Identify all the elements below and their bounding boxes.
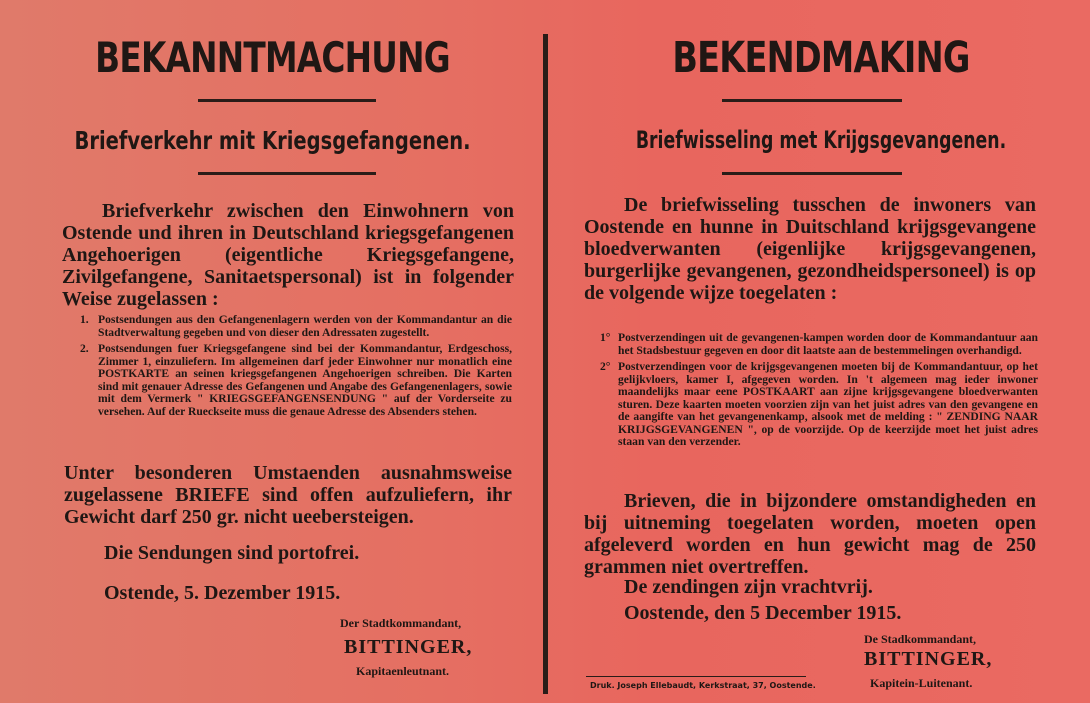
german-special-text: Unter besonderen Umstaenden ausnahmsweise zugelassene BRIEFE sind offen aufzuliefern, ihr Gewicht darf 250 gr. nicht ueebersteigen. — [64, 462, 512, 528]
list-item — [80, 314, 512, 339]
list-item — [600, 361, 1038, 449]
list-item — [80, 343, 512, 418]
list-item-number: 1. — [80, 313, 89, 326]
list-item-text: Postsendungen fuer Kriegsgefangene sind bei der Kommandantur, Erdgeschoss, Zimmer 1, einzuliefern. Im allgemeinen darf jeder Einwohner nur monatlich eine POSTKARTE an seinen kriegsgefangenen Angehoerigen schreiben. Die Karten sind mit genauer Adresse des Gefangenen und Angabe des Gefangenenlagers, sowie mit dem Vermerk " KRIEGSGEFANGENSENDUNG " auf der Vorderseite zu versehen. Auf der Rueckseite muss die genaue Adresse des Absenders stehen. — [98, 342, 512, 418]
list-item-text: Postsendungen aus den Gefangenenlagern werden von der Kommandantur an die Stadtverwaltung gegeben und von dieser den Adressaten zugestellt. — [98, 313, 512, 339]
dutch-column — [552, 0, 1090, 703]
dutch-signature-rank: Kapitein-Luitenant. — [870, 676, 973, 690]
list-item — [600, 332, 1038, 357]
german-special — [64, 462, 512, 528]
list-item-text: Postverzendingen voor de krijgsgevangenen moeten bij de Kommandantuur, op het gelijkvloers, kamer I, afgegeven worden. In 't algemeen mag ieder inwoner maandelijks maar eene POSTKAART aan zijne krijgsgevangene bloedverwanten sturen. Deze kaarten moeten voorzien zijn van het juist adres van den gevangene en de aangifte van het gevangenenkamp, alsook met de melding : " ZENDING NAAR KRIJGSGEVANGENEN ", op de voorzijde. Op de keerzijde moet het juist adres staan van den verzender. — [618, 360, 1038, 448]
list-item-number: 1° — [600, 331, 611, 344]
dutch-intro: De briefwisseling tusschen de inwoners van Oostende en hunne in Duitschland krijgsgevangene bloedverwanten (eigenlijke krijgsgevangenen, burgerlijke gevangenen, gezondheidspersoneel) is op de volgende wijze toegelaten : — [584, 194, 1036, 304]
list-item-number: 2. — [80, 342, 89, 355]
german-intro: Briefverkehr zwischen den Einwohnern von Ostende und ihren in Deutschland kriegsgefangenen Angehoerigen (eigentliche Kriegsgefangene, Zivilgefangene, Sanitaetspersonal) ist in folgender Weise zugelassen : — [62, 200, 514, 310]
dutch-signature-name: BITTINGER, — [864, 648, 993, 670]
list-item-text: Postverzendingen uit de gevangenen-kampen worden door de Kommandantuur aan het Stadsbestuur gegeven en door dit laatste aan de bestemmelingen overhandigd. — [618, 331, 1038, 357]
german-title: BEKANNTMACHUNG — [95, 33, 450, 82]
dutch-title-rule — [722, 99, 902, 102]
german-title-rule — [198, 99, 376, 102]
dutch-subtitle: Briefwisseling met Krijgsgevangenen. — [635, 126, 1007, 154]
german-subtitle: Briefverkehr mit Kriegsgefangenen. — [74, 126, 471, 155]
dutch-date: Oostende, den 5 December 1915. — [624, 602, 902, 624]
printer-credit: Druk. Joseph Ellebaudt, Kerkstraat, 37, Oostende. — [590, 681, 816, 690]
german-signature-name: BITTINGER, — [344, 636, 473, 658]
german-postage: Die Sendungen sind portofrei. — [104, 542, 360, 564]
german-signature-rank: Kapitaenleutnant. — [356, 664, 450, 678]
dutch-list — [600, 332, 1038, 453]
german-date: Ostende, 5. Dezember 1915. — [104, 582, 341, 604]
dutch-postage: De zendingen zijn vrachtvrij. — [624, 576, 873, 598]
dutch-signature-role: De Stadkommandant, — [864, 632, 977, 646]
list-item-number: 2° — [600, 360, 611, 373]
german-list — [80, 314, 512, 422]
dutch-title: BEKENDMAKING — [672, 33, 970, 83]
german-subtitle-rule — [198, 172, 376, 175]
dutch-subtitle-rule — [722, 172, 902, 175]
dutch-special: Brieven, die in bijzondere omstandigheden en bij uitneming toegelaten worden, moeten open afgeleverd worden en hun gewicht mag de 250 grammen niet overtreffen. — [584, 490, 1036, 578]
printer-rule — [586, 676, 806, 677]
german-signature-role: Der Stadtkommandant, — [340, 616, 462, 630]
